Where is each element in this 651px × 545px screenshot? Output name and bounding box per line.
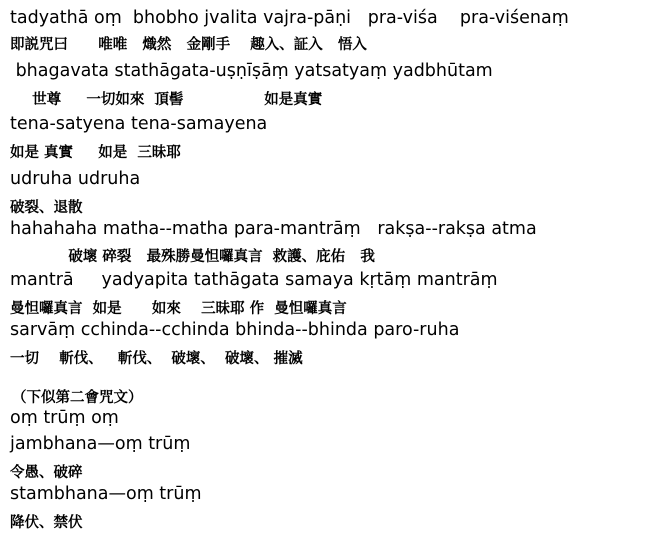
chinese-line-3: 如是 真實 如是 三昧耶 — [10, 145, 181, 161]
chinese-line-2: 世尊 一切如來 頂髻 如是真實 — [22, 92, 323, 108]
roman-line-6: mantrā yadyapita tathāgata samaya kṛtāṃ mantrāṃ — [10, 270, 498, 290]
second-roman-line-3: stambhana—oṃ trūṃ — [10, 484, 202, 504]
roman-line-1: tadyathā oṃ bhobho jvalita vajra-pāṇi pra-viśa pra-viśenaṃ — [10, 8, 569, 28]
second-roman-line-2: jambhana—oṃ trūṃ — [10, 434, 191, 454]
second-chinese-line-2: 令愚、破碎 — [10, 465, 83, 481]
chinese-line-7: 一切 斬伐、 斬伐、 破壞、 破壞、 摧滅 — [10, 351, 303, 367]
chinese-line-1: 即説咒曰 唯唯 熾然 金剛手 趣入、証入 悟入 — [10, 37, 367, 53]
second-section-note: （下似第二會咒文） — [12, 390, 143, 406]
chinese-line-6: 曼怛囉真言 如是 如來 三昧耶 作 曼怛囉真言 — [10, 301, 347, 317]
roman-line-3: tena-satyena tena-samayena — [10, 114, 268, 134]
roman-line-2: bhagavata stathāgata-uṣṇīṣāṃ yatsatyaṃ yadbhūtam — [10, 61, 493, 81]
roman-line-5: hahahaha matha--matha para-mantrāṃ rakṣa--rakṣa atma — [10, 219, 537, 239]
roman-line-4: udruha udruha — [10, 169, 141, 189]
second-roman-line-1: oṃ trūṃ oṃ — [10, 408, 119, 428]
second-chinese-line-3: 降伏、禁伏 — [10, 515, 83, 531]
chinese-line-5: 破壞 碎裂 最殊勝曼怛囉真言 救護、庇佑 我 — [28, 249, 375, 265]
chinese-line-4: 破裂、退散 — [10, 200, 83, 216]
roman-line-7: sarvāṃ cchinda--cchinda bhinda--bhinda paro-ruha — [10, 320, 460, 340]
